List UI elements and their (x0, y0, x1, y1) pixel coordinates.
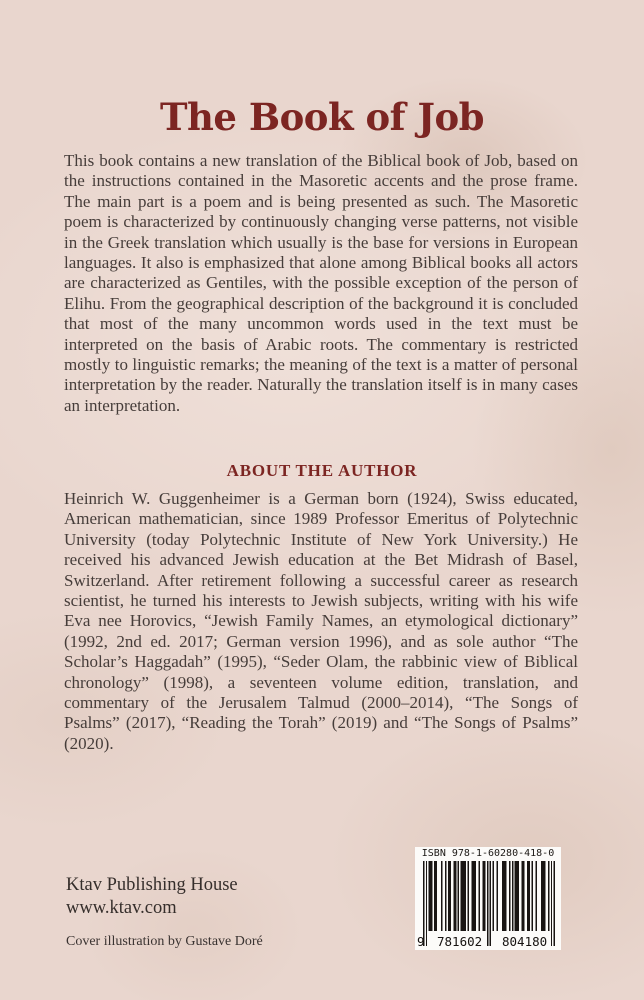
publisher-website: www.ktav.com (66, 898, 177, 918)
book-title: The Book of Job (159, 95, 485, 139)
barcode-digit-group1: 781602 (437, 934, 483, 949)
synopsis-paragraph: This book contains a new translation of the Biblical book of Job, based on the instructions contained in the Masoretic accents and the prose frame. The main part is a poem and is being presented as such. The Masoretic poem is characterized by continuously changing verse patterns, not visible in the Greek translation which usually is the base for versions in European languages. It also is emphasized that alone among Biblical books all actors are characterized as Gentiles, with the possible exception of the person of Elihu. From the geographical description of the background it is concluded that most of the many uncommon words used in the text must be interpreted on the basis of Arabic roots. The commentary is restricted mostly to linguistic remarks; the meaning of the text is a matter of personal interpretation by the reader. Naturally the translation itself is in many cases an interpretation. (64, 151, 578, 415)
isbn-label: ISBN 978-1-60280-418-0 (421, 848, 555, 859)
isbn-barcode (415, 847, 561, 950)
publisher-block (66, 874, 263, 950)
barcode-digits (415, 935, 561, 949)
about-the-author-heading: ABOUT THE AUTHOR (226, 461, 418, 480)
publisher-name: Ktav Publishing House (66, 875, 238, 895)
barcode-digit-group2: 804180 (502, 934, 548, 949)
barcode-digit-lead: 9 (417, 934, 425, 949)
author-bio-paragraph: Heinrich W. Guggenheimer is a German born (1924), Swiss educated, American mathematician, since 1989 Professor Emeritus of Polytechnic University (today Polytechnic Institute of New York University.) He received his advanced Jewish education at the Bet Midrash of Basel, Switzerland. After retirement following a successful career as research scientist, he turned his interests to Jewish subjects, writing with his wife Eva nee Horovics, “Jewish Family Names, an etymological dictionary” (1992, 2nd ed. 2017; German version 1996), and as sole author “The Scholar’s Haggadah” (1995), “Seder Olam, the rabbinic view of Biblical chronology” (1998), a seventeen volume edition, translation, and commentary of the Jerusalem Talmud (2000–2014), “The Songs of Psalms” (2017), “Reading the Torah” (2019) and “The Songs of Psalms” (2020). (64, 489, 578, 753)
cover-illustration-credit: Cover illustration by Gustave Doré (66, 934, 263, 949)
